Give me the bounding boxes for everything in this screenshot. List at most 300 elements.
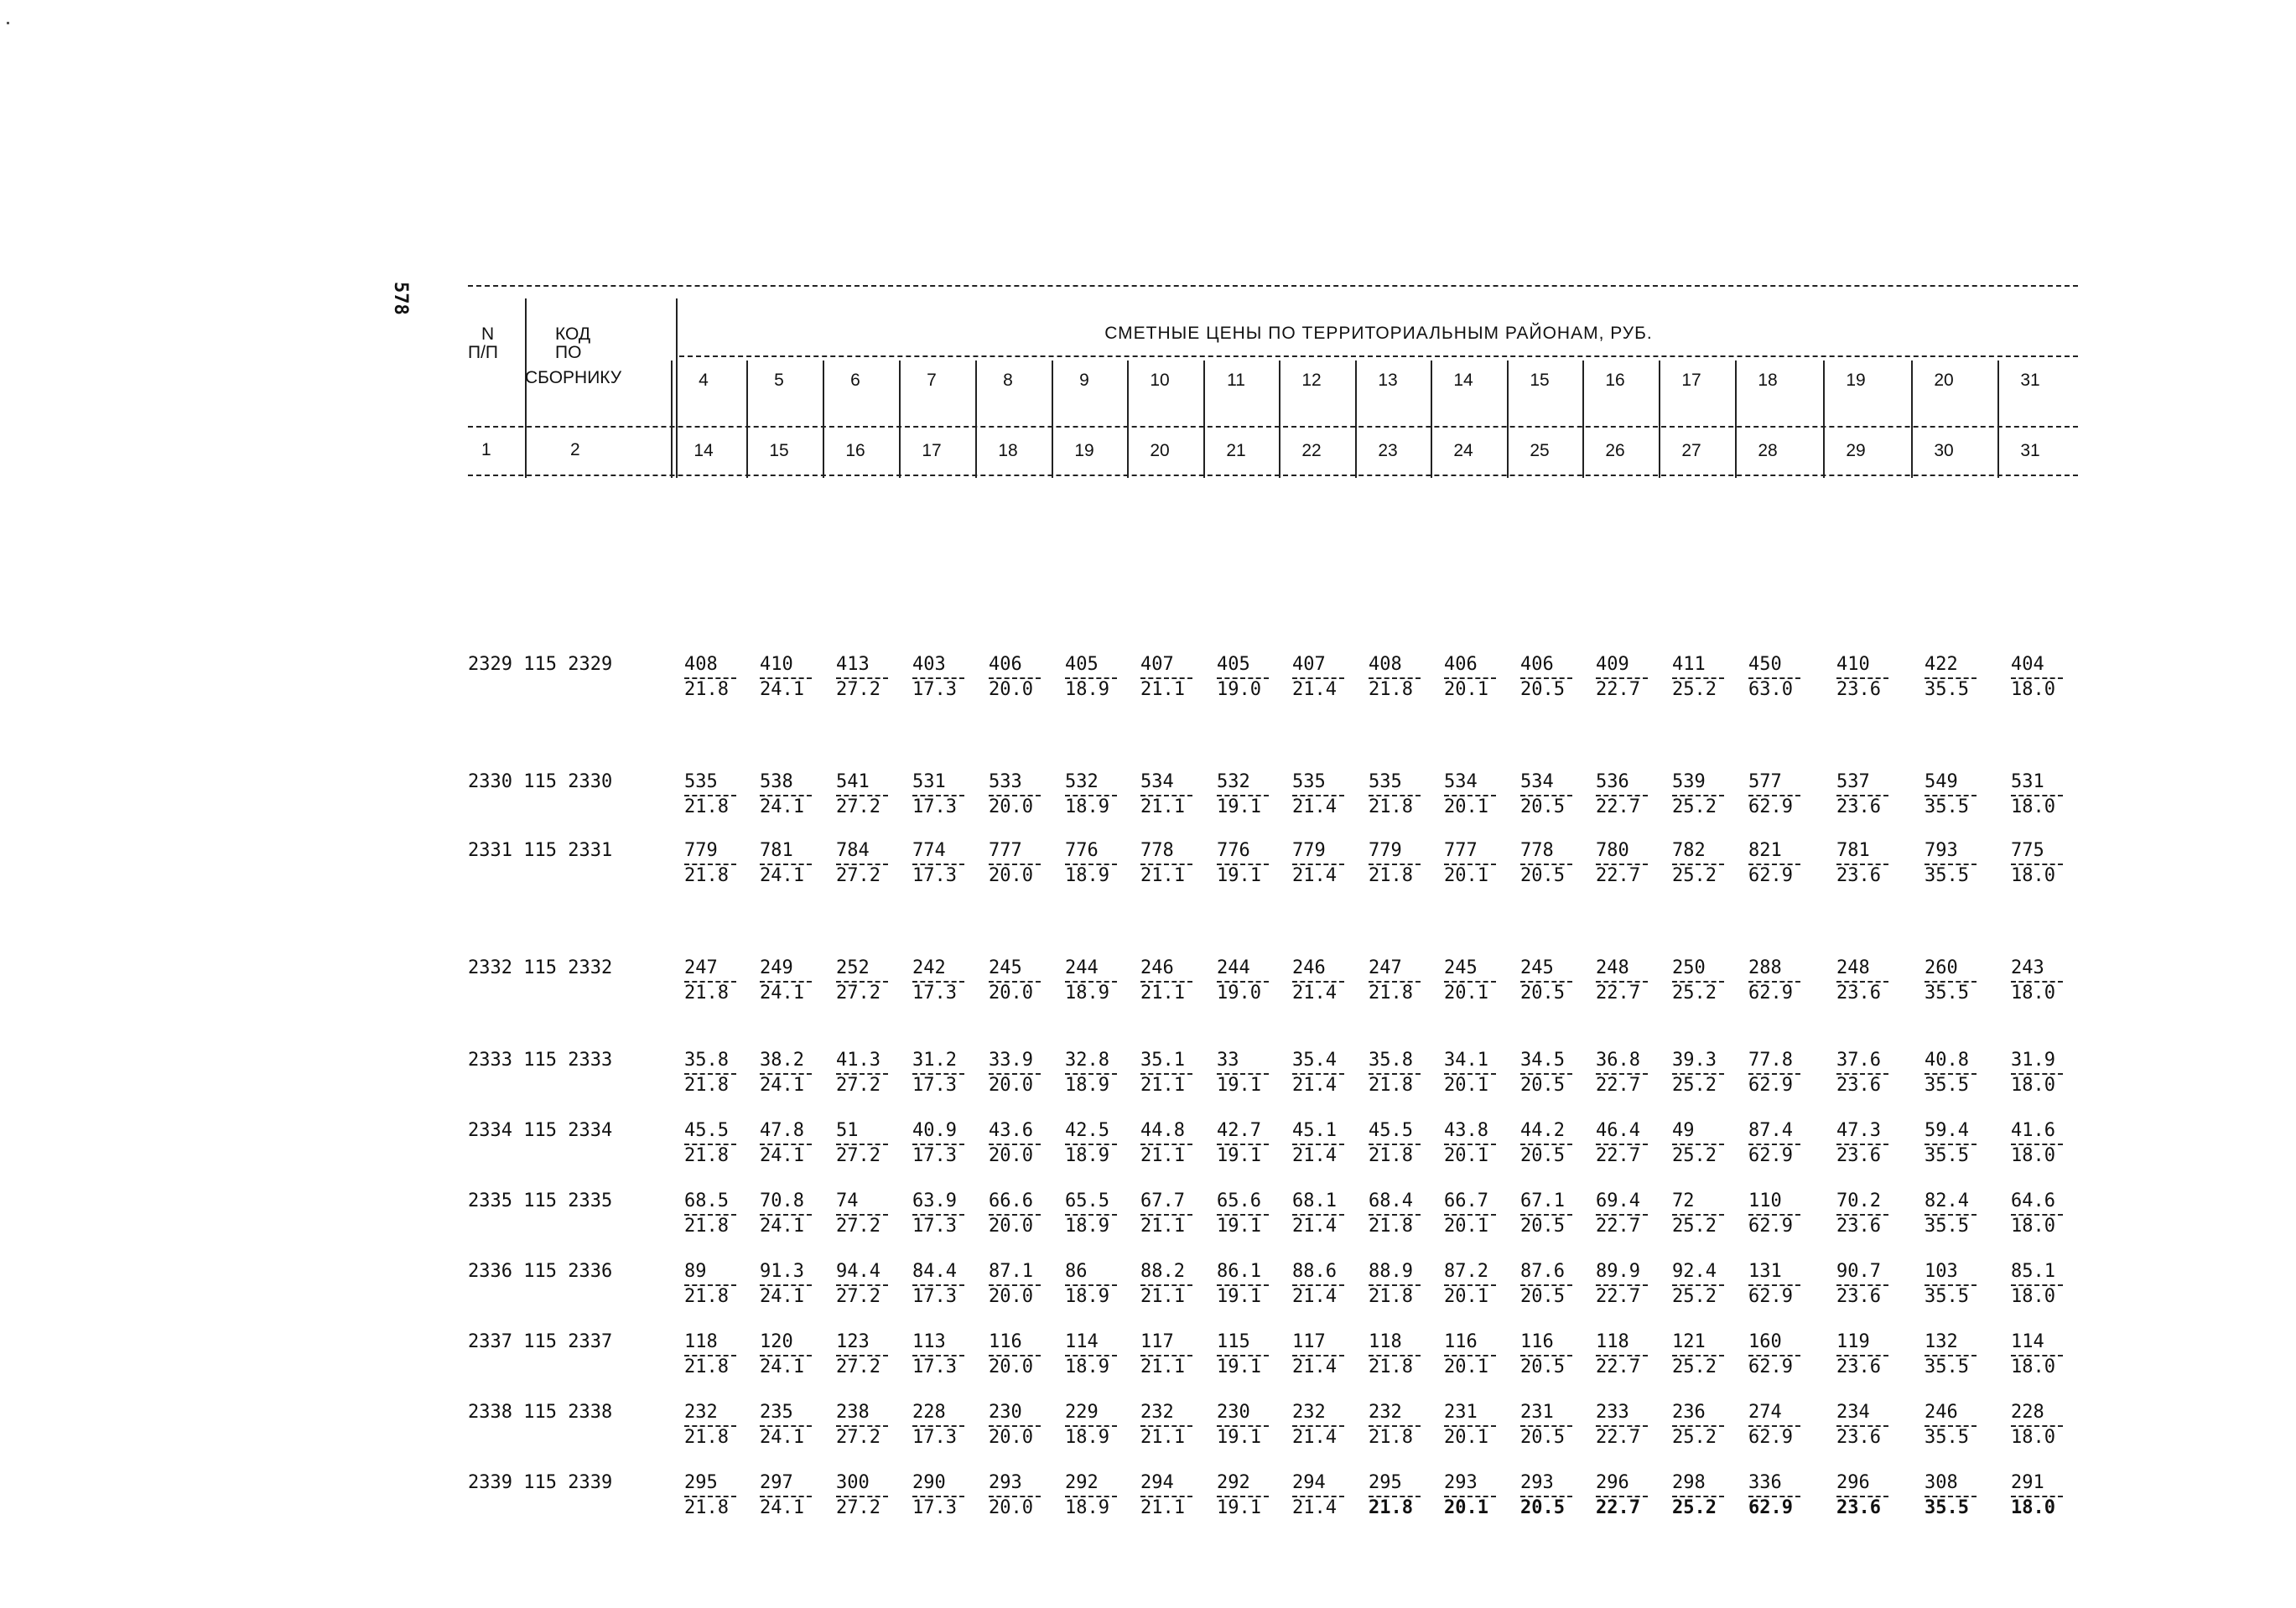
coefficient-value: 22.7 [1596, 1427, 1640, 1448]
price-value: 300 [836, 1472, 870, 1493]
price-cell [1444, 771, 1519, 818]
coefficient-value: 21.8 [1369, 679, 1413, 700]
price-cell [684, 1331, 760, 1378]
price-value: 42.7 [1217, 1120, 1261, 1141]
page-number: 578 [390, 282, 411, 315]
price-cell [1217, 1402, 1292, 1449]
coefficient-value: 21.8 [684, 1356, 729, 1377]
price-value: 244 [1065, 957, 1099, 978]
coefficient-value: 21.4 [1292, 796, 1337, 817]
row-number: 2330 [468, 771, 512, 792]
price-cell [1925, 1120, 2000, 1167]
price-cell [1748, 1120, 1824, 1167]
coefficient-value: 23.6 [1836, 983, 1881, 1004]
row-number: 2333 [468, 1050, 512, 1071]
price-cell [1672, 1402, 1748, 1449]
coefficient-value: 20.0 [989, 1427, 1033, 1448]
price-cell [760, 1120, 835, 1167]
price-value: 36.8 [1596, 1050, 1640, 1071]
coefficient-value: 35.5 [1925, 1145, 1969, 1166]
coefficient-value: 17.3 [912, 1075, 957, 1096]
price-value: 533 [989, 771, 1022, 792]
row-label [468, 654, 612, 675]
coefficient-value: 20.1 [1444, 1286, 1488, 1307]
region-number: 5 [774, 371, 784, 390]
price-cell [1292, 1190, 1368, 1237]
price-cell [1520, 1190, 1596, 1237]
price-value: 235 [760, 1402, 793, 1423]
coefficient-value: 27.2 [836, 1286, 880, 1307]
coefficient-value: 24.1 [760, 865, 804, 886]
row-number: 2336 [468, 1261, 512, 1282]
price-value: 274 [1748, 1402, 1782, 1423]
price-cell [1369, 1331, 1444, 1378]
coefficient-value: 17.3 [912, 679, 957, 700]
price-value: 774 [912, 840, 946, 861]
price-value: 777 [989, 840, 1022, 861]
price-cell [684, 1190, 760, 1237]
price-value: 66.7 [1444, 1190, 1488, 1211]
price-value: 403 [912, 654, 946, 675]
price-cell [1369, 1472, 1444, 1519]
price-cell [912, 1050, 988, 1097]
price-value: 535 [684, 771, 718, 792]
price-value: 44.8 [1140, 1120, 1185, 1141]
coefficient-value: 24.1 [760, 679, 804, 700]
coefficient-value: 21.8 [684, 796, 729, 817]
price-value: 777 [1444, 840, 1478, 861]
price-cell [1520, 1402, 1596, 1449]
coefficient-value: 20.5 [1520, 1145, 1565, 1166]
price-cell [1369, 1402, 1444, 1449]
price-value: 120 [760, 1331, 793, 1352]
price-value: 31.9 [2011, 1050, 2055, 1071]
price-cell [1444, 840, 1519, 887]
price-value: 63.9 [912, 1190, 957, 1211]
price-value: 47.3 [1836, 1120, 1881, 1141]
coefficient-value: 21.1 [1140, 865, 1185, 886]
price-cell [1444, 1472, 1519, 1519]
coefficient-value: 21.8 [1369, 796, 1413, 817]
column-divider [975, 361, 977, 478]
price-value: 66.6 [989, 1190, 1033, 1211]
price-cell [1369, 1050, 1444, 1097]
coefficient-value: 19.0 [1217, 679, 1261, 700]
coefficient-value: 22.7 [1596, 796, 1640, 817]
price-value: 293 [1444, 1472, 1478, 1493]
region-number: 17 [1681, 371, 1701, 390]
page-mark [7, 22, 9, 24]
coefficient-value: 62.9 [1748, 1216, 1793, 1237]
price-value: 116 [989, 1331, 1022, 1352]
coefficient-value: 24.1 [760, 1075, 804, 1096]
row-code: 115 2332 [523, 957, 613, 978]
row-number: 2332 [468, 957, 512, 978]
price-value: 118 [1369, 1331, 1402, 1352]
price-cell [912, 1261, 988, 1308]
price-value: 87.4 [1748, 1120, 1793, 1141]
column-divider [823, 361, 824, 478]
price-cell [1292, 1402, 1368, 1449]
coefficient-value: 19.1 [1217, 1145, 1261, 1166]
price-cell [760, 1261, 835, 1308]
price-cell [1925, 1261, 2000, 1308]
column-divider [1052, 361, 1053, 478]
column-index: 31 [2020, 441, 2040, 460]
region-number: 13 [1378, 371, 1398, 390]
region-number: 19 [1846, 371, 1866, 390]
price-value: 821 [1748, 840, 1782, 861]
price-cell [989, 1261, 1064, 1308]
price-value: 34.1 [1444, 1050, 1488, 1071]
price-cell [1748, 654, 1824, 701]
coefficient-value: 21.1 [1140, 796, 1185, 817]
price-cell [1444, 1050, 1519, 1097]
price-cell [1140, 1190, 1216, 1237]
price-value: 74 [836, 1190, 859, 1211]
coefficient-value: 21.8 [684, 865, 729, 886]
price-value: 232 [1369, 1402, 1402, 1423]
coefficient-value: 20.5 [1520, 796, 1565, 817]
coefficient-value: 18.9 [1065, 679, 1109, 700]
price-value: 782 [1672, 840, 1706, 861]
coefficient-value: 20.1 [1444, 796, 1488, 817]
price-cell [760, 1472, 835, 1519]
price-cell [684, 957, 760, 1004]
region-number: 12 [1301, 371, 1322, 390]
coefficient-value: 27.2 [836, 1216, 880, 1237]
coefficient-value: 21.8 [1369, 1356, 1413, 1377]
coefficient-value: 62.9 [1748, 983, 1793, 1004]
price-value: 228 [912, 1402, 946, 1423]
column-divider [1355, 361, 1357, 478]
column-divider [899, 361, 901, 478]
price-value: 336 [1748, 1472, 1782, 1493]
coefficient-value: 18.9 [1065, 1075, 1109, 1096]
price-value: 40.8 [1925, 1050, 1969, 1071]
price-cell [760, 1190, 835, 1237]
price-value: 793 [1925, 840, 1958, 861]
column-index: 30 [1934, 441, 1954, 460]
price-cell [1444, 1331, 1519, 1378]
coefficient-value: 22.7 [1596, 679, 1640, 700]
price-value: 291 [2011, 1472, 2044, 1493]
price-value: 117 [1140, 1331, 1174, 1352]
price-value: 90.7 [1836, 1261, 1881, 1282]
price-cell [1836, 1190, 1912, 1237]
price-cell [989, 1331, 1064, 1378]
price-value: 35.8 [1369, 1050, 1413, 1071]
coefficient-value: 25.2 [1672, 796, 1717, 817]
price-value: 531 [912, 771, 946, 792]
coefficient-value: 18.0 [2011, 1497, 2055, 1518]
price-cell [1672, 1120, 1748, 1167]
price-value: 295 [1369, 1472, 1402, 1493]
price-cell [836, 1050, 912, 1097]
price-cell [1369, 840, 1444, 887]
coefficient-value: 62.9 [1748, 1356, 1793, 1377]
price-value: 407 [1140, 654, 1174, 675]
coefficient-value: 22.7 [1596, 1216, 1640, 1237]
coefficient-value: 19.1 [1217, 796, 1261, 817]
coefficient-value: 21.1 [1140, 1427, 1185, 1448]
coefficient-value: 62.9 [1748, 1427, 1793, 1448]
row-number: 2339 [468, 1472, 512, 1493]
region-number: 6 [850, 371, 860, 390]
price-value: 246 [1140, 957, 1174, 978]
row-number: 2334 [468, 1120, 512, 1141]
price-cell [1292, 1050, 1368, 1097]
coefficient-value: 35.5 [1925, 1427, 1969, 1448]
region-number: 7 [927, 371, 937, 390]
coefficient-value: 20.1 [1444, 1075, 1488, 1096]
price-cell [1065, 1261, 1140, 1308]
price-value: 535 [1292, 771, 1326, 792]
price-cell [1520, 771, 1596, 818]
row-code: 115 2329 [523, 654, 613, 675]
price-cell [684, 1402, 760, 1449]
price-cell [912, 1190, 988, 1237]
price-value: 409 [1596, 654, 1629, 675]
price-cell [2011, 1472, 2086, 1519]
price-cell [1140, 1050, 1216, 1097]
price-value: 308 [1925, 1472, 1958, 1493]
coefficient-value: 21.1 [1140, 679, 1185, 700]
price-cell [1672, 957, 1748, 1004]
price-cell [1369, 1190, 1444, 1237]
price-value: 67.7 [1140, 1190, 1185, 1211]
price-value: 65.5 [1065, 1190, 1109, 1211]
price-value: 91.3 [760, 1261, 804, 1282]
price-cell [1292, 840, 1368, 887]
price-cell [1217, 1472, 1292, 1519]
coefficient-value: 21.8 [684, 1145, 729, 1166]
price-cell [684, 1472, 760, 1519]
price-cell [684, 1050, 760, 1097]
row-number: 2329 [468, 654, 512, 675]
price-value: 779 [1292, 840, 1326, 861]
price-cell [1369, 771, 1444, 818]
coefficient-value: 24.1 [760, 796, 804, 817]
price-cell [1065, 957, 1140, 1004]
column-divider [746, 361, 748, 478]
coefficient-value: 21.8 [684, 1075, 729, 1096]
row-number: 2331 [468, 840, 512, 861]
coefficient-value: 19.1 [1217, 1427, 1261, 1448]
price-cell [989, 957, 1064, 1004]
price-value: 408 [1369, 654, 1402, 675]
coefficient-value: 19.1 [1217, 865, 1261, 886]
coefficient-value: 18.0 [2011, 1145, 2055, 1166]
price-value: 534 [1140, 771, 1174, 792]
coefficient-value: 25.2 [1672, 1356, 1717, 1377]
coefficient-value: 18.9 [1065, 1427, 1109, 1448]
price-cell [1596, 1331, 1671, 1378]
price-value: 260 [1925, 957, 1958, 978]
coefficient-value: 21.1 [1140, 1356, 1185, 1377]
price-cell [1520, 1050, 1596, 1097]
coefficient-value: 21.4 [1292, 865, 1337, 886]
column-index: 21 [1226, 441, 1246, 460]
coefficient-value: 62.9 [1748, 796, 1793, 817]
price-value: 248 [1596, 957, 1629, 978]
coefficient-value: 35.5 [1925, 983, 1969, 1004]
price-cell [1292, 654, 1368, 701]
price-value: 781 [760, 840, 793, 861]
divider-n [525, 298, 527, 478]
column-divider [1507, 361, 1509, 478]
price-cell [1444, 1261, 1519, 1308]
coefficient-value: 18.0 [2011, 1286, 2055, 1307]
price-cell [1520, 654, 1596, 701]
col-pp-label: П/П [468, 343, 499, 362]
coefficient-value: 23.6 [1836, 1216, 1881, 1237]
price-value: 114 [1065, 1331, 1099, 1352]
price-value: 232 [1292, 1402, 1326, 1423]
price-value: 41.3 [836, 1050, 880, 1071]
row-code: 115 2333 [523, 1050, 613, 1071]
coefficient-value: 18.0 [2011, 1427, 2055, 1448]
price-value: 116 [1444, 1331, 1478, 1352]
price-value: 296 [1836, 1472, 1870, 1493]
coefficient-value: 22.7 [1596, 1075, 1640, 1096]
price-value: 406 [989, 654, 1022, 675]
price-cell [836, 957, 912, 1004]
column-divider [671, 361, 673, 478]
price-value: 64.6 [2011, 1190, 2055, 1211]
price-value: 86 [1065, 1261, 1088, 1282]
price-cell [1444, 1402, 1519, 1449]
price-cell [1748, 1261, 1824, 1308]
price-cell [1672, 1331, 1748, 1378]
coefficient-value: 22.7 [1596, 983, 1640, 1004]
price-cell [1596, 654, 1671, 701]
price-cell [760, 840, 835, 887]
price-value: 537 [1836, 771, 1870, 792]
coefficient-value: 19.1 [1217, 1216, 1261, 1237]
price-value: 34.5 [1520, 1050, 1565, 1071]
price-value: 45.1 [1292, 1120, 1337, 1141]
row-label [468, 1402, 612, 1423]
region-number: 8 [1003, 371, 1013, 390]
price-value: 31.2 [912, 1050, 957, 1071]
coefficient-value: 20.0 [989, 865, 1033, 886]
column-index: 22 [1301, 441, 1322, 460]
price-cell [836, 771, 912, 818]
row-label [468, 1331, 612, 1352]
column-index: 20 [1150, 441, 1170, 460]
price-value: 531 [2011, 771, 2044, 792]
column-index: 17 [922, 441, 942, 460]
price-cell [684, 654, 760, 701]
price-value: 536 [1596, 771, 1629, 792]
price-value: 32.8 [1065, 1050, 1109, 1071]
price-cell [1596, 1120, 1671, 1167]
price-cell [836, 1472, 912, 1519]
coefficient-value: 20.0 [989, 796, 1033, 817]
price-cell [1672, 771, 1748, 818]
coefficient-value: 17.3 [912, 1497, 957, 1518]
price-cell [1217, 1331, 1292, 1378]
row-label [468, 1050, 612, 1071]
price-value: 87.6 [1520, 1261, 1565, 1282]
coefficient-value: 20.0 [989, 1497, 1033, 1518]
price-cell [836, 1190, 912, 1237]
price-value: 116 [1520, 1331, 1554, 1352]
price-cell [1217, 840, 1292, 887]
coefficient-value: 62.9 [1748, 1286, 1793, 1307]
coefficient-value: 21.8 [684, 1497, 729, 1518]
price-value: 293 [1520, 1472, 1554, 1493]
price-value: 245 [1520, 957, 1554, 978]
price-value: 117 [1292, 1331, 1326, 1352]
price-cell [1748, 771, 1824, 818]
col-code-label-2: ПО [555, 343, 582, 362]
coefficient-value: 21.4 [1292, 983, 1337, 1004]
row-code: 115 2330 [523, 771, 613, 792]
price-value: 37.6 [1836, 1050, 1881, 1071]
coefficient-value: 62.9 [1748, 1145, 1793, 1166]
coefficient-value: 27.2 [836, 1145, 880, 1166]
price-value: 110 [1748, 1190, 1782, 1211]
price-cell [1292, 957, 1368, 1004]
price-cell [1444, 654, 1519, 701]
price-value: 40.9 [912, 1120, 957, 1141]
coefficient-value: 27.2 [836, 1427, 880, 1448]
price-value: 46.4 [1596, 1120, 1640, 1141]
coefficient-value: 27.2 [836, 1497, 880, 1518]
price-cell [836, 654, 912, 701]
price-cell [1748, 957, 1824, 1004]
price-cell [1369, 654, 1444, 701]
region-number: 16 [1605, 371, 1625, 390]
coefficient-value: 20.5 [1520, 1216, 1565, 1237]
price-cell [1140, 957, 1216, 1004]
coefficient-value: 23.6 [1836, 865, 1881, 886]
price-value: 82.4 [1925, 1190, 1969, 1211]
coefficient-value: 35.5 [1925, 679, 1969, 700]
price-cell [1369, 1261, 1444, 1308]
price-cell [760, 771, 835, 818]
price-value: 245 [1444, 957, 1478, 978]
price-cell [1596, 771, 1671, 818]
coefficient-value: 20.5 [1520, 1075, 1565, 1096]
price-cell [1292, 1472, 1368, 1519]
coefficient-value: 21.4 [1292, 1356, 1337, 1377]
column-divider [1911, 361, 1913, 478]
coefficient-value: 21.4 [1292, 1075, 1337, 1096]
coefficient-value: 21.1 [1140, 1145, 1185, 1166]
price-cell [1672, 1472, 1748, 1519]
coefficient-value: 20.1 [1444, 1427, 1488, 1448]
coefficient-value: 20.1 [1444, 1145, 1488, 1166]
price-value: 405 [1065, 654, 1099, 675]
price-cell [684, 840, 760, 887]
price-value: 119 [1836, 1331, 1870, 1352]
price-value: 293 [989, 1472, 1022, 1493]
price-cell [836, 1331, 912, 1378]
coefficient-value: 18.9 [1065, 1145, 1109, 1166]
price-value: 115 [1217, 1331, 1250, 1352]
price-value: 65.6 [1217, 1190, 1261, 1211]
coefficient-value: 35.5 [1925, 796, 1969, 817]
price-cell [1444, 1190, 1519, 1237]
coefficient-value: 21.8 [684, 679, 729, 700]
coefficient-value: 18.9 [1065, 1286, 1109, 1307]
price-value: 539 [1672, 771, 1706, 792]
index-second: 2 [570, 440, 580, 459]
coefficient-value: 23.6 [1836, 679, 1881, 700]
